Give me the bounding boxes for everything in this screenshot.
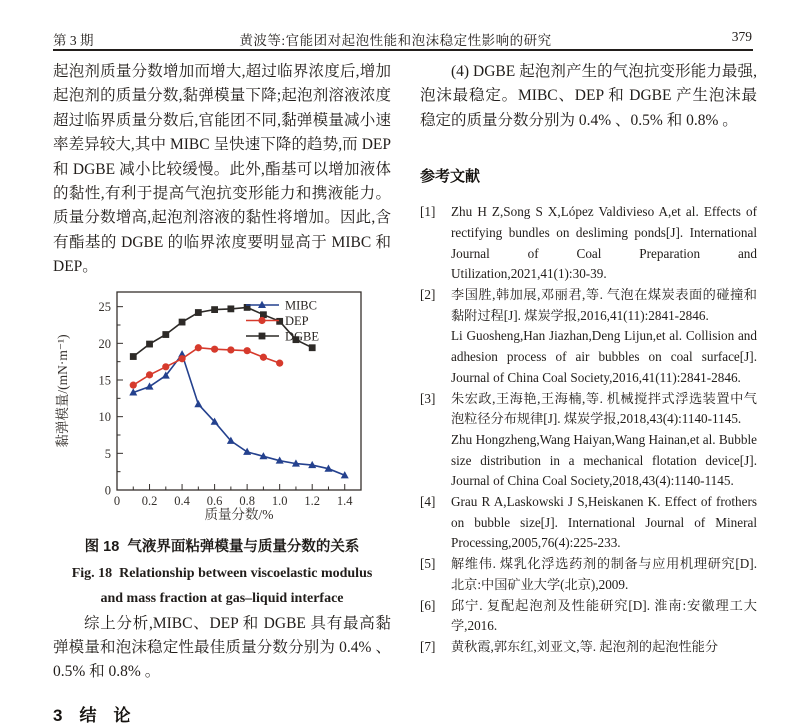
x-tick-label: 0.6 (206, 493, 223, 508)
series-MIBC-marker (243, 447, 251, 454)
series-DGBE-marker (309, 344, 316, 351)
reference-item (420, 389, 757, 493)
right-column (420, 60, 757, 658)
series-DEP-line (133, 347, 279, 384)
x-axis-title: 质量分数/% (204, 506, 274, 522)
series-DEP-marker (244, 347, 251, 354)
reference-label: [3] (420, 390, 436, 406)
left-column (53, 60, 391, 726)
series-DGBE-marker (162, 331, 169, 338)
reference-item (420, 554, 757, 595)
reference-item (420, 637, 757, 658)
reference-text (451, 554, 757, 595)
reference-label: [6] (420, 597, 436, 613)
figure-caption-en-line1: Fig. 18 Relationship between viscoelastic modulus (71, 565, 373, 581)
series-DEP-marker (260, 353, 267, 360)
figure-caption-en-line2: and mass fraction at gas–liquid interface (100, 591, 344, 607)
figure-caption-cn: 图 18 气液界面粘弹模量与质量分数的关系 (84, 538, 360, 555)
section-heading-conclusion: 3 结 论 (53, 705, 131, 725)
series-MIBC-marker (146, 382, 154, 389)
series-DGBE-marker (179, 318, 186, 325)
legend-DGBE-label: DGBE (285, 329, 320, 344)
y-tick-label: 20 (98, 336, 111, 351)
reference-label: [5] (420, 556, 436, 572)
series-DGBE-marker (195, 309, 202, 316)
y-axis-title: 黏弹模量/(mN·m⁻¹) (55, 334, 70, 448)
header-issue: 第 3 期 (53, 33, 94, 48)
reference-item (420, 202, 757, 285)
series-DEP-marker (178, 355, 185, 362)
header-rule (53, 49, 753, 51)
legend-MIBC-label: MIBC (285, 298, 317, 313)
figure-18-chart (53, 286, 391, 527)
legend-DGBE-marker (259, 332, 266, 339)
y-tick-label: 10 (98, 409, 111, 424)
y-tick-label: 25 (98, 299, 111, 314)
plot-border (117, 292, 361, 490)
reference-text (451, 596, 757, 637)
left-paragraph-2: 综上分析,MIBC、DEP 和 DGBE 具有最高黏弹模量和泡沫稳定性最佳质量分数分别为 0.4% 、0.5% 和 0.8% 。 (53, 614, 391, 681)
reference-part: Zhu Hongzheng,Wang Haiyan,Wang Hainan,et al. Bubble size distribution in a mechanical flotation device[J]. Journal of China Coal Society,2018,43(4):1140-1145. (451, 431, 757, 489)
x-tick-label: 1.2 (304, 493, 321, 508)
references-heading: 参考文献 (420, 168, 481, 186)
x-tick-label: 0.4 (174, 493, 190, 508)
series-DEP-marker (195, 344, 202, 351)
x-tick-label: 0.8 (239, 493, 255, 508)
header-page-number: 379 (731, 29, 752, 44)
figure-caption-en (53, 561, 391, 612)
series-DEP-marker (130, 381, 137, 388)
series-MIBC-marker (194, 400, 202, 407)
series-DGBE-marker (276, 318, 283, 325)
left-paragraph-1: 起泡剂质量分数增加而增大,超过临界浓度后,增加起泡剂的质量分数,黏弹模量下降;起泡剂溶液浓度超过临界质量分数后,官能团不同,黏弹模量减小速率差异较大,其中 MIBC 呈快速下降的趋势,而 DEP 和 DGBE 减小比较缓慢。此外,酯基可以增加液体的黏性,有利于提高气泡抗变形能力和携液能力。质量分数增高,起泡剂溶液的黏性将增加。因此,含有酯基的 DGBE 的临界浓度要明显高于 MIBC 和 DEP。 (53, 63, 391, 276)
series-DEP-marker (162, 363, 169, 370)
reference-text (451, 389, 757, 493)
reference-part: 朱宏政,王海艳,王海楠,等. 机械搅拌式浮选装置中气泡粒径分布规律[J]. 煤炭学报,2018,43(4):1140-1145. (451, 390, 757, 427)
reference-text (451, 492, 757, 554)
series-DGBE-marker (146, 340, 153, 347)
series-DGBE-marker (227, 305, 234, 312)
reference-text (451, 202, 757, 285)
reference-part: 李国胜,韩加展,邓丽君,等. 气泡在煤炭表面的碰撞和黏附过程[J]. 煤炭学报,2016,41(11):2841-2846. (451, 287, 757, 323)
series-MIBC-line (133, 354, 344, 475)
series-DGBE-marker (211, 306, 218, 313)
reference-label: [4] (420, 494, 436, 510)
reference-item (420, 285, 757, 389)
y-tick-label: 0 (104, 483, 111, 498)
reference-list (420, 202, 757, 657)
x-tick-label: 1.4 (336, 493, 353, 508)
right-paragraph-1: (4) DGBE 起泡剂产生的气泡抗变形能力最强,泡沫最稳定。MIBC、DEP 和 DGBE 产生泡沫最稳定的质量分数分别为 0.4% 、0.5% 和 0.8% 。 (420, 63, 757, 129)
reference-item (420, 492, 757, 554)
series-DGBE-marker (130, 353, 137, 360)
x-tick-label: 0.2 (141, 493, 158, 508)
reference-label: [2] (420, 287, 436, 303)
reference-label: [7] (420, 638, 436, 654)
figure-18-svg (53, 286, 391, 522)
reference-part: 黄秋霞,郭东红,刘亚文,等. 起泡剂的起泡性能分 (451, 638, 719, 654)
header-running-title: 黄波等:官能团对起泡性能和泡沫稳定性影响的研究 (239, 33, 552, 48)
reference-item (420, 596, 757, 637)
reference-part: Zhu H Z,Song S X,López Valdivieso A,et al. Effects of rectifying bundles on desliming ponds[J]. International Journal of Coal Preparation and Utilization,2021,41(1):30-39. (451, 204, 757, 282)
reference-part: Grau R A,Laskowski J S,Heiskanen K. Effect of frothers on bubble size[J]. International Journal of Mineral Processing,2005,76(4):225-233. (451, 494, 757, 551)
x-tick-label: 0 (113, 493, 121, 508)
x-tick-label: 1.0 (271, 493, 288, 508)
legend-DEP-marker (258, 317, 265, 324)
legend-DEP-label: DEP (285, 313, 309, 328)
y-tick-label: 15 (98, 373, 111, 388)
series-DEP-marker (227, 346, 234, 353)
reference-label: [1] (420, 204, 436, 220)
reference-part: Li Guosheng,Han Jiazhan,Deng Lijun,et al. Collision and adhesion process of air bubbles on coal surface[J]. Journal of China Coal Society,2016,41(11):2841-2846. (451, 328, 757, 385)
series-DEP-marker (211, 345, 218, 352)
reference-part: 邱宁. 复配起泡剂及性能研究[D]. 淮南:安徽理工大学,2016. (451, 597, 757, 634)
series-DEP-marker (276, 359, 283, 366)
series-DEP-marker (146, 371, 153, 378)
y-tick-label: 5 (104, 446, 111, 461)
reference-text (451, 285, 757, 389)
reference-text (451, 637, 757, 658)
reference-part: 解维伟. 煤乳化浮选药剂的制备与应用机理研究[D]. 北京:中国矿业大学(北京),2009. (451, 556, 757, 592)
